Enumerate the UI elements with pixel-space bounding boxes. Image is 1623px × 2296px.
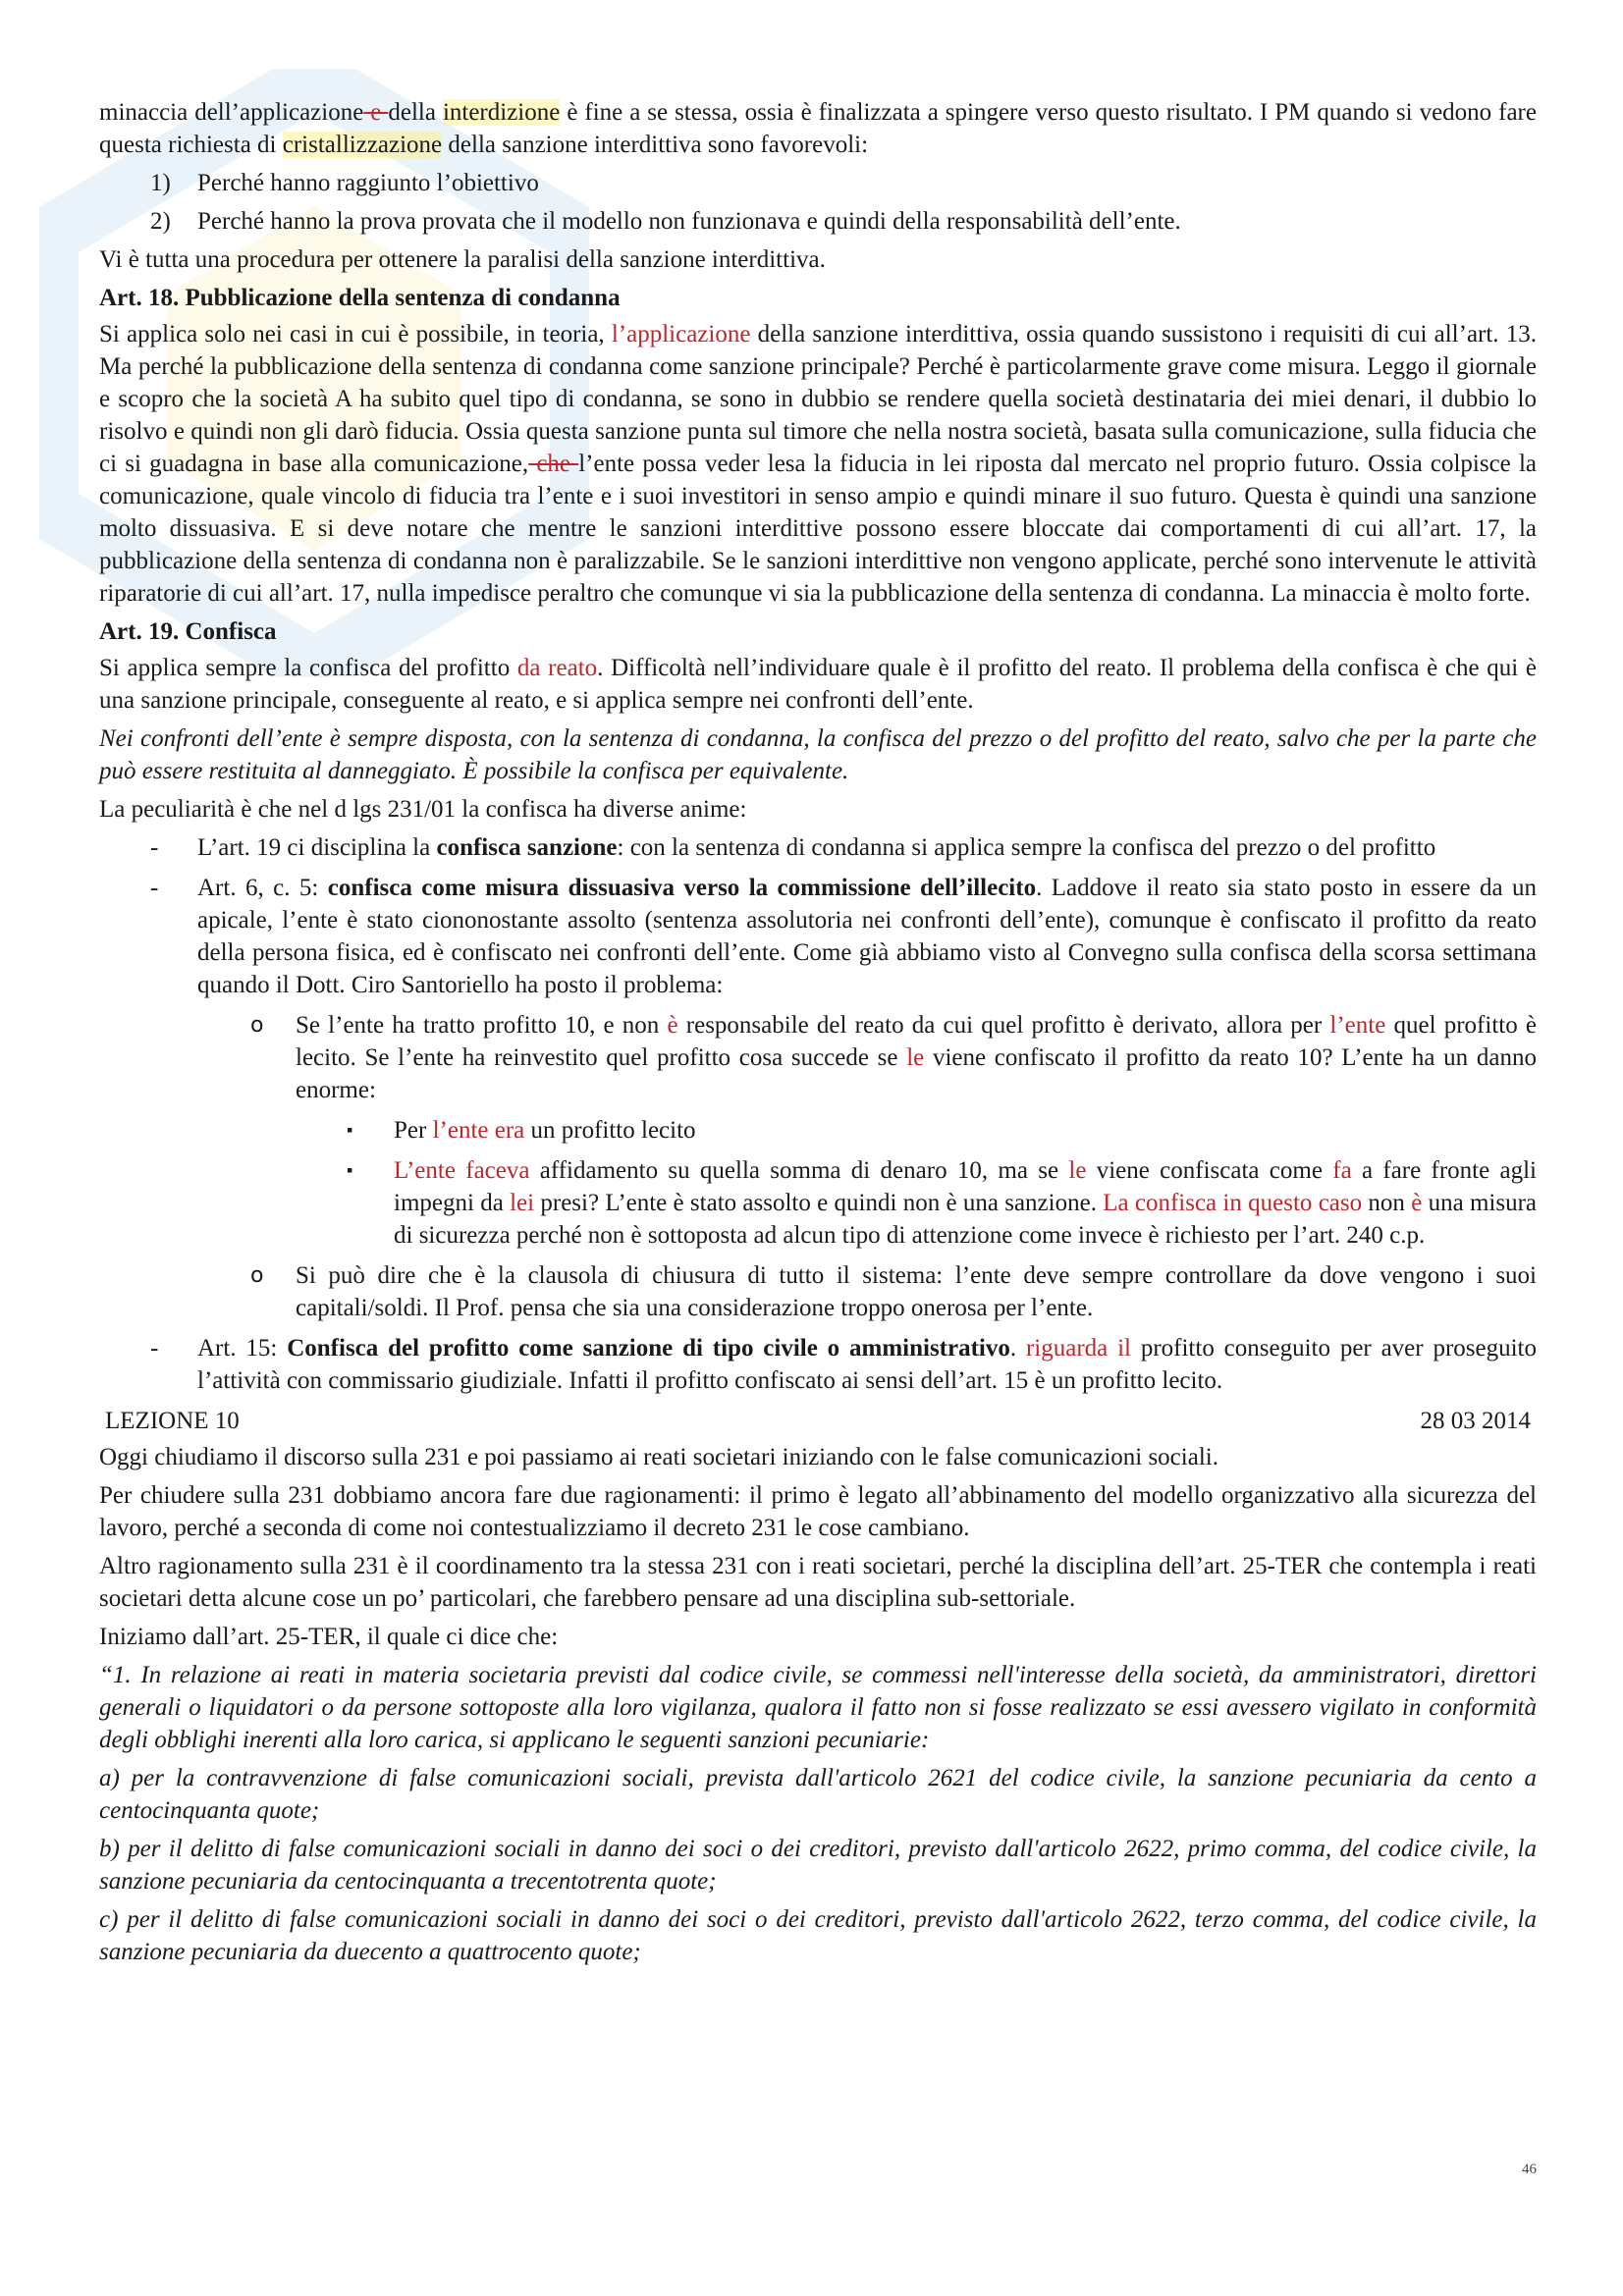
art18-paragraph: Si applica solo nei casi in cui è possibile, in teoria, l’applicazione della sanzione interdittiva, ossia quando sussistono i requisiti di cui all’art. 13. Ma perché la pubblicazione della sentenza di condanna come sanzione principale? Perché è particolarmente grave come misura. Leggo il giornale e scopro che la società A ha subito quel tipo di condanna, se sono in dubbio se rendere quella società destinataria dei miei denari, il dubbio lo risolvo e quindi non gli darò fiducia. Ossia questa sanzione punta sul timore che nella nostra società, basata sulla comunicazione, sulla fiducia che ci si guadagna in base alla comunicazione, che l’ente possa veder lesa la fiducia in lei riposta dal mercato nel proprio futuro. Ossia colpisce la comunicazione, quale vincolo di fiducia tra l’ente e i suoi investitori in senso ampio e quindi minare il suo futuro. Questa è quindi una sanzione molto dissuasiva. E si deve notare che mentre le sanzioni interdittive possono essere bloccate dai comportamenti di cui all’art. 17, la pubblicazione della sentenza di condanna non è paralizzabile. Se le sanzioni interdittive non vengono applicate, perché sono intervenute le attività riparatorie di cui all’art. 17, nulla impedisce peraltro che comunque vi sia la pubblicazione della sentenza di condanna. La minaccia è molto forte. bbox=[99, 321, 1537, 607]
lesson-date: 28 03 2014 bbox=[1420, 1408, 1531, 1434]
quote-item-b: b) per il delitto di false comunicazioni sociali in danno dei soci o dei creditori, previsto dall'articolo 2622, primo comma, del codice civile, la sanzione pecuniaria da centocinquanta a trecentotrenta quote; bbox=[99, 1836, 1537, 1895]
dash-item-art15: - Art. 15: Confisca del profitto come sanzione di tipo civile o amministrativo. riguarda il profitto conseguito per aver proseguito l’attività con commissario giudiziale. Infatti il profitto confiscato ai sensi dell’art. 15 è un profitto lecito. bbox=[150, 1335, 1537, 1394]
heading-art18: Art. 18. Pubblicazione della sentenza di condanna bbox=[99, 285, 621, 311]
heading-art19: Art. 19. Confisca bbox=[99, 618, 277, 645]
intro-after: Vi è tutta una procedura per ottenere la paralisi della sanzione interdittiva. bbox=[99, 246, 826, 273]
page-number: 46 bbox=[1522, 2162, 1537, 2177]
list-item: 1) Perché hanno raggiunto l’obiettivo bbox=[150, 170, 539, 196]
circle-item-clausola: o Si può dire che è la clausola di chiusura di tutto il sistema: l’ente deve sempre controllare da dove vengono i suoi capitali/soldi. Il Prof. pensa che sia una considerazione troppo onerosa per l’ente. bbox=[250, 1262, 1537, 1321]
lesson-paragraph: Oggi chiudiamo il discorso sulla 231 e poi passiamo ai reati societari iniziando con le false comunicazioni sociali. bbox=[99, 1444, 1218, 1470]
art19-quote: Nei confronti dell’ente è sempre disposta, con la sentenza di condanna, la confisca del prezzo o del profitto del reato, salvo che per la parte che può essere restituita al danneggiato. È possibile la confisca per equivalente. bbox=[99, 725, 1537, 784]
lesson-paragraph: Altro ragionamento sulla 231 è il coordinamento tra la stessa 231 con i reati societari, perché la disciplina dell’art. 25-TER che contempla i reati societari detta alcune cose un po’ particolari, che farebbero pensare ad una disciplina sub-settoriale. bbox=[99, 1553, 1537, 1612]
lesson-title: LEZIONE 10 bbox=[105, 1408, 240, 1434]
dash-item-confisca-sanzione: - L’art. 19 ci disciplina la confisca sanzione: con la sentenza di condanna si applica sempre la confisca del prezzo o del profitto bbox=[150, 834, 1436, 861]
quote-item-c: c) per il delitto di false comunicazioni sociali in danno dei soci o dei creditori, previsto dall'articolo 2622, terzo comma, del codice civile, la sanzione pecuniaria da duecento a quattrocento quote; bbox=[99, 1906, 1537, 1965]
dash-item-misura-dissuasiva: - Art. 6, c. 5: confisca come misura dissuasiva verso la commissione dell’illecito. Laddove il reato sia stato posto in essere da un apicale, l’ente è stato ciononostante assolto (sentenza assolutoria nei confronti dell’ente), comunque è confiscato il profitto da reato della persona fisica, ed è confiscato nei confronti dell’ente. Come già abbiamo visto al Convegno sulla confisca della scorsa settimana quando il Dott. Ciro Santoriello ha posto il problema: bbox=[150, 875, 1537, 998]
list-item: 2) Perché hanno la prova provata che il modello non funzionava e quindi della responsabilità dell’ente. bbox=[150, 208, 1181, 235]
art25ter-quote bbox=[99, 1659, 1537, 1968]
square-item-profitto-lecito: ▪ Per l’ente era un profitto lecito bbox=[347, 1117, 696, 1144]
quote-paragraph: “1. In relazione ai reati in materia societaria previsti dal codice civile, se commessi nell'interesse della società, da amministratori, direttori generali o liquidatori o da persone sottoposte alla loro vigilanza, qualora il fatto non si fosse realizzato se essi avessero vigilato in conformità degli obblighi inerenti alla loro carica, si applicano le seguenti sanzioni pecuniarie: bbox=[99, 1662, 1537, 1753]
circle-item-profitto: o Se l’ente ha tratto profitto 10, e non è responsabile del reato da cui quel profitto è derivato, allora per l’ente quel profitto è lecito. Se l’ente ha reinvestito quel profitto cosa succede se le viene confiscato il profitto da reato 10? L’ente ha un danno enorme: bbox=[250, 1012, 1537, 1103]
square-item-affidamento: ▪ L’ente faceva affidamento su quella somma di denaro 10, ma se le viene confiscata come fa a fare fronte agli impegni da lei presi? L’ente è stato assolto e quindi non è una sanzione. La confisca in questo caso non è una misura di sicurezza perché non è sottoposta ad alcun tipo di attenzione come invece è richiesto per l’art. 240 c.p. bbox=[347, 1157, 1538, 1249]
quote-item-a: a) per la contravvenzione di false comunicazioni sociali, prevista dall'articolo 2621 del codice civile, la sanzione pecuniaria da cento a centocinquanta quote; bbox=[99, 1765, 1537, 1824]
intro-paragraph: minaccia dell’applicazione e della interdizione è fine a se stessa, ossia è finalizzata a spingere verso questo risultato. I PM quando si vedono fare questa richiesta di cristallizzazione della sanzione interdittiva sono favorevoli: bbox=[99, 99, 1537, 158]
lesson-paragraph: Iniziamo dall’art. 25-TER, il quale ci dice che: bbox=[99, 1624, 559, 1650]
art19-paragraph: Si applica sempre la confisca del profitto da reato. Difficoltà nell’individuare quale è il profitto del reato. Il problema della confisca è che qui è una sanzione principale, conseguente al reato, e si applica sempre nei confronti dell’ente. bbox=[99, 655, 1537, 714]
lesson-paragraph: Per chiudere sulla 231 dobbiamo ancora fare due ragionamenti: il primo è legato all’abbinamento del modello organizzativo alla sicurezza del lavoro, perché a seconda di come noi contestualizziamo il decreto 231 le cose cambiano. bbox=[99, 1482, 1537, 1541]
lesson-header bbox=[99, 1405, 1537, 1437]
art19-peculiarity: La peculiarità è che nel d lgs 231/01 la confisca ha diverse anime: bbox=[99, 796, 747, 823]
document-page bbox=[99, 96, 1537, 1974]
